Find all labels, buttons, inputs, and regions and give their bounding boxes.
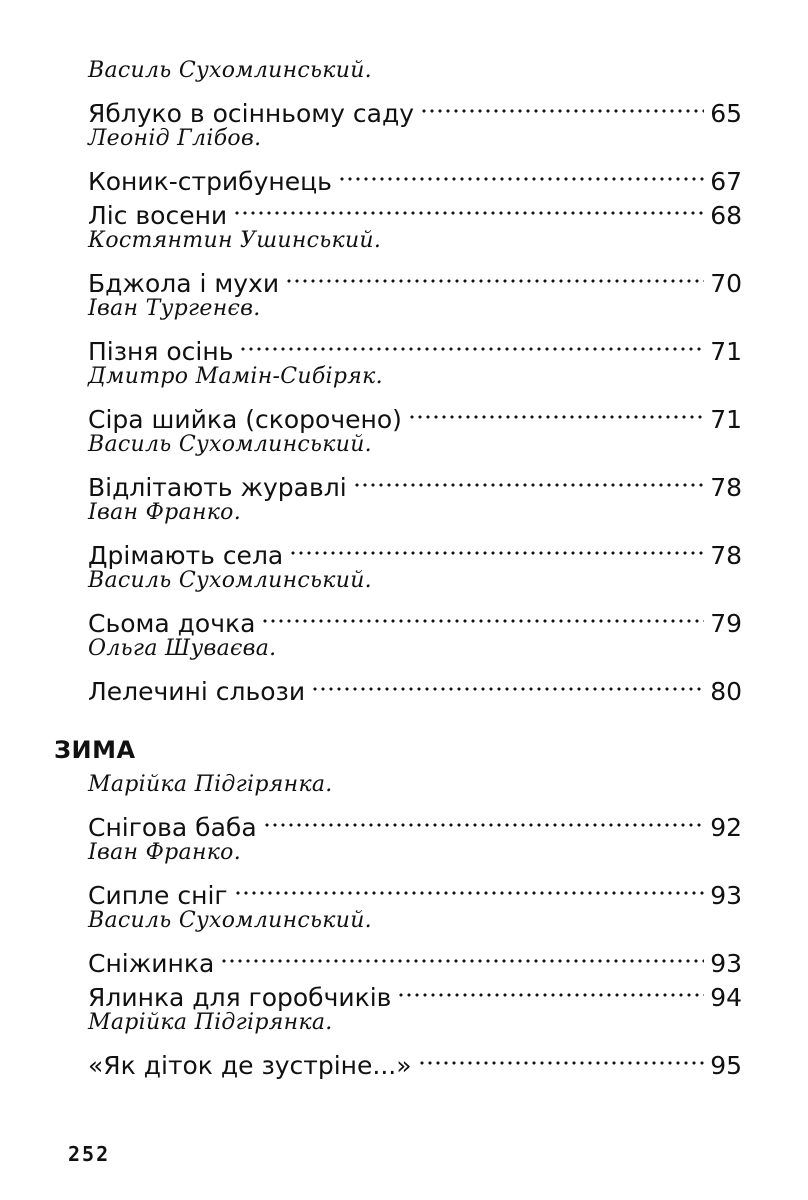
dot-leader <box>397 972 706 1006</box>
toc-group <box>88 54 742 128</box>
toc-entry-page: 78 <box>710 541 742 570</box>
toc-group <box>88 632 742 706</box>
section-heading-winter: ЗИМА <box>54 736 136 764</box>
dot-leader <box>220 938 706 972</box>
toc-entry <box>88 394 742 434</box>
toc-entry-title: Яблуко в осінньому саду <box>88 99 415 128</box>
toc-entry-title: Снігова баба <box>88 813 257 842</box>
toc-entry <box>88 870 742 910</box>
toc-entry <box>88 156 742 196</box>
dot-leader <box>418 1040 707 1074</box>
toc-entry-title: Сіра шийка (скорочено) <box>88 405 402 434</box>
toc-entry-title: Лелечині сльози <box>88 677 306 706</box>
dot-leader <box>353 462 707 496</box>
toc-author: Василь Сухомлинський. <box>88 432 372 457</box>
toc-entry-page: 70 <box>710 269 742 298</box>
toc-author: Іван Франко. <box>88 500 242 525</box>
dot-leader <box>234 870 707 904</box>
toc-entry-page: 92 <box>710 813 742 842</box>
toc-entry <box>88 666 742 706</box>
dot-leader <box>285 258 706 292</box>
toc-entry-page: 79 <box>710 609 742 638</box>
toc-entry-page: 68 <box>710 201 742 230</box>
toc-author: Леонід Глібов. <box>88 126 262 151</box>
toc-author: Дмитро Мамін-Сибіряк. <box>88 364 383 389</box>
toc-entry-page: 80 <box>710 677 742 706</box>
dot-leader <box>233 190 706 224</box>
toc-group <box>88 292 742 366</box>
dot-leader <box>408 394 706 428</box>
dot-leader <box>289 530 706 564</box>
toc-group <box>88 1006 742 1080</box>
dot-leader <box>338 156 706 190</box>
toc-group <box>88 904 742 1012</box>
toc-entry <box>88 462 742 502</box>
toc-entry-title: Сніжинка <box>88 949 215 978</box>
toc-entry <box>88 530 742 570</box>
toc-entry-title: Дрімають села <box>88 541 284 570</box>
toc-entry <box>88 326 742 366</box>
toc-entry-title: Ліс восени <box>88 201 228 230</box>
toc-entry <box>88 802 742 842</box>
toc-entry-title: «Як діток де зустріне...» <box>88 1051 412 1080</box>
toc-entry-page: 67 <box>710 167 742 196</box>
toc-author: Іван Тургенєв. <box>88 296 261 321</box>
dot-leader <box>263 802 707 836</box>
toc-entry-title: Сьома дочка <box>88 609 256 638</box>
toc-group <box>88 564 742 638</box>
toc-autumn-list <box>88 54 742 706</box>
toc-entry-page: 94 <box>710 983 742 1012</box>
toc-entry-title: Бджола і мухи <box>88 269 280 298</box>
toc-entry-page: 71 <box>710 405 742 434</box>
toc-entry-title: Коник-стрибунець <box>88 167 332 196</box>
toc-entry <box>88 1040 742 1080</box>
toc-entry-page: 95 <box>710 1051 742 1080</box>
toc-entry-title: Відлітають журавлі <box>88 473 347 502</box>
toc-winter-list <box>88 768 742 1080</box>
toc-entry-page: 71 <box>710 337 742 366</box>
dot-leader <box>420 88 706 122</box>
toc-author: Марійка Підгірянка. <box>88 772 333 797</box>
toc-group <box>88 360 742 434</box>
toc-entry-page: 78 <box>710 473 742 502</box>
toc-entry <box>88 88 742 128</box>
toc-entry-title: Сипле сніг <box>88 881 228 910</box>
toc-author: Іван Франко. <box>88 840 242 865</box>
toc-author: Марійка Підгірянка. <box>88 1010 333 1035</box>
page-number: 252 <box>68 1142 111 1166</box>
toc-author: Василь Сухомлинський. <box>88 58 372 83</box>
toc-entry-page: 65 <box>710 99 742 128</box>
toc-author: Ольга Шуваєва. <box>88 636 277 661</box>
toc-group <box>88 122 742 230</box>
toc-entry <box>88 598 742 638</box>
toc-group <box>88 768 742 842</box>
toc-author: Василь Сухомлинський. <box>88 568 372 593</box>
toc-group <box>88 224 742 298</box>
toc-group <box>88 428 742 502</box>
toc-entry-page: 93 <box>710 881 742 910</box>
dot-leader <box>261 598 706 632</box>
toc-entry-title: Пізня осінь <box>88 337 234 366</box>
toc-group <box>88 496 742 570</box>
toc-entry <box>88 938 742 978</box>
toc-author: Василь Сухомлинський. <box>88 908 372 933</box>
dot-leader <box>239 326 706 360</box>
toc-group <box>88 836 742 910</box>
toc-entry-title: Ялинка для горобчиків <box>88 983 392 1012</box>
toc-entry <box>88 258 742 298</box>
toc-author: Костянтин Ушинський. <box>88 228 382 253</box>
dot-leader <box>311 666 706 700</box>
toc-entry-page: 93 <box>710 949 742 978</box>
